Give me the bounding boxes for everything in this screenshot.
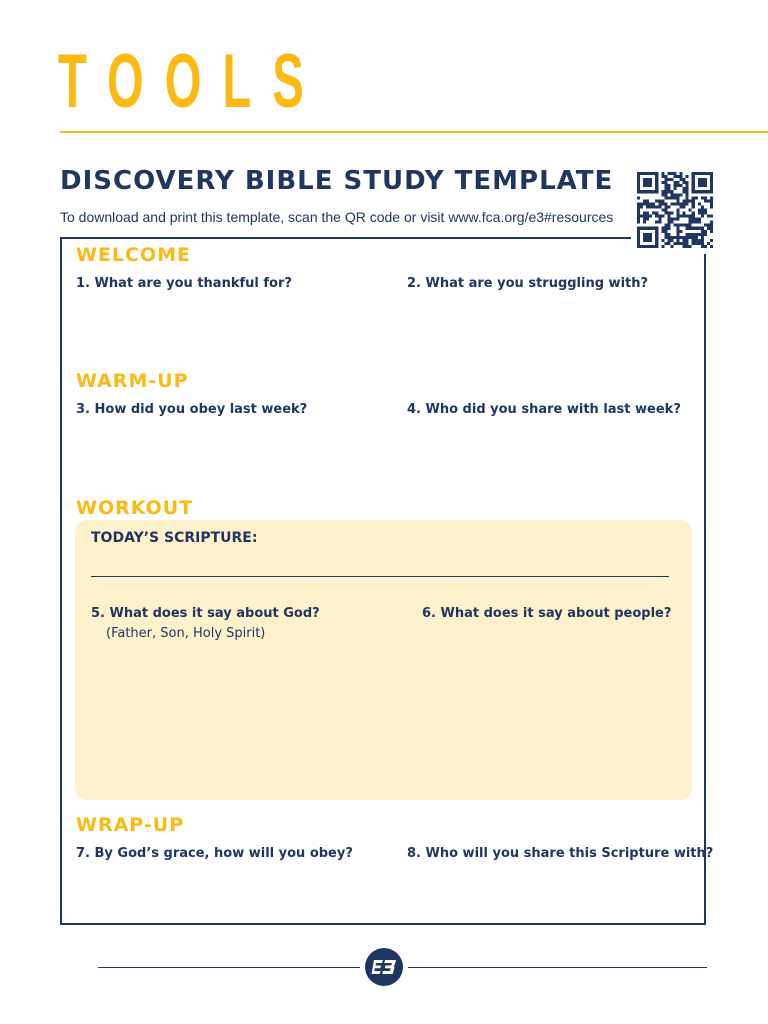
e3-logo-icon [365,948,403,986]
footer-rule-right [408,967,707,968]
question-1: 1. What are you thankful for? [76,276,292,291]
question-3: 3. How did you obey last week? [76,402,308,417]
qr-code-icon[interactable] [637,172,713,248]
question-4: 4. Who did you share with last week? [407,402,681,417]
question-5-note: (Father, Son, Holy Spirit) [106,626,266,641]
footer-rule-left [98,967,360,968]
welcome-heading: WELCOME [76,244,192,266]
question-8: 8. Who will you share this Scripture with? [407,846,714,861]
header-divider [60,131,768,133]
workout-heading: WORKOUT [76,497,194,519]
wrapup-heading: WRAP-UP [76,814,185,836]
scripture-label: TODAY’S SCRIPTURE: [91,530,258,546]
question-6: 6. What does it say about people? [422,606,672,621]
page-title: DISCOVERY BIBLE STUDY TEMPLATE [60,166,614,196]
warmup-heading: WARM-UP [76,370,189,392]
question-2: 2. What are you struggling with? [407,276,649,291]
question-7: 7. By God’s grace, how will you obey? [76,846,353,861]
tools-heading: TOOLS [58,39,325,124]
question-5: 5. What does it say about God? [91,606,320,621]
page-subtitle: To download and print this template, scan the QR code or visit www.fca.org/e3#resources [60,209,614,225]
workout-panel [75,520,692,800]
scripture-write-line[interactable] [91,576,669,577]
